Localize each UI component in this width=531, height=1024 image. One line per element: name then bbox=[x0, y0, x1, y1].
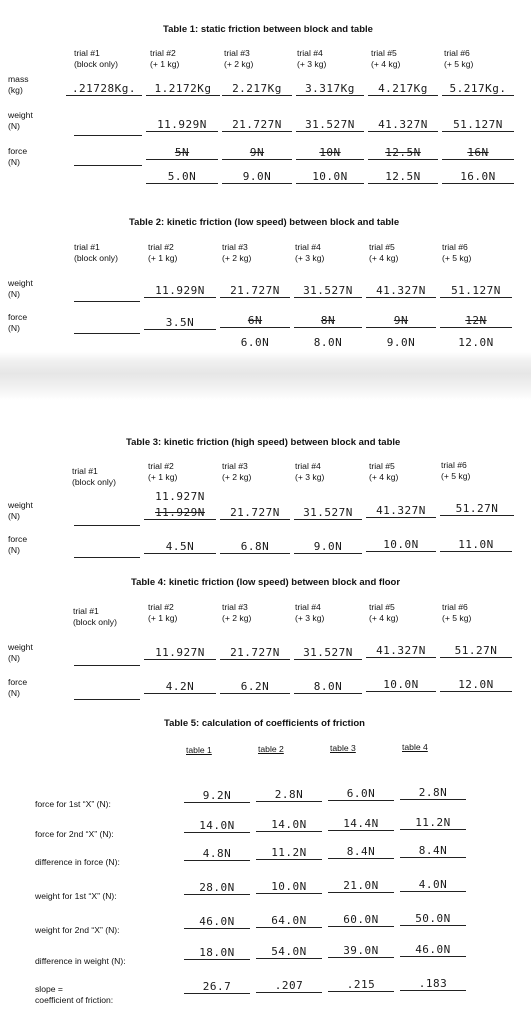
table3-force-cell: 9.0N bbox=[294, 540, 362, 554]
table3-header-trial4: trial #4 (+ 3 kg) bbox=[295, 461, 325, 482]
table4-weight-cell: 41.327N bbox=[366, 644, 436, 658]
table3-header-trial5: trial #5 (+ 4 kg) bbox=[369, 461, 399, 482]
table1-header-trial2: trial #2 (+ 1 kg) bbox=[150, 48, 180, 69]
table3-title: Table 3: kinetic friction (high speed) between block and table bbox=[126, 437, 401, 448]
table5-cell: 4.8N bbox=[184, 847, 250, 861]
table1-header-trial6: trial #6 (+ 5 kg) bbox=[444, 48, 474, 69]
table5-header-col1: table 1 bbox=[186, 745, 212, 755]
table5-cell: 60.0N bbox=[328, 913, 394, 927]
table2-force-cell: 8.0N bbox=[313, 336, 343, 349]
table3-header-trial3: trial #3 (+ 2 kg) bbox=[222, 461, 252, 482]
table3-force-cell: 11.0N bbox=[440, 538, 512, 552]
table1-force-cell: 10.0N bbox=[296, 170, 364, 184]
table4-weight-cell bbox=[74, 648, 140, 666]
table4-header-trial3: trial #3 (+ 2 kg) bbox=[222, 602, 252, 623]
table4-header-trial5: trial #5 (+ 4 kg) bbox=[369, 602, 399, 623]
table3-weight-cell: 51.27N bbox=[440, 502, 514, 516]
table4-header-trial1: trial #1 (block only) bbox=[73, 606, 117, 627]
table5-cell: 14.0N bbox=[256, 818, 322, 832]
table1-force-cell bbox=[74, 148, 142, 166]
table1-force-cell: 5.0N bbox=[146, 170, 218, 184]
table5-cell: 54.0N bbox=[256, 945, 322, 959]
table5-cell: 6.0N bbox=[328, 787, 394, 801]
table5-cell: 18.0N bbox=[184, 946, 250, 960]
table2-weight-cell bbox=[74, 284, 140, 302]
table4-force-cell: 10.0N bbox=[366, 678, 436, 692]
table1-header-trial4: trial #4 (+ 3 kg) bbox=[297, 48, 327, 69]
table1-title: Table 1: static friction between block and table bbox=[163, 24, 373, 35]
table1-weight-cell: 11.929N bbox=[146, 118, 218, 132]
table1-force-struck: 12.5N bbox=[368, 146, 438, 160]
table2-header-trial4: trial #4 (+ 3 kg) bbox=[295, 242, 325, 263]
table3-header-trial1: trial #1 (block only) bbox=[72, 466, 116, 487]
table1-force-cell: 16.0N bbox=[442, 170, 514, 184]
table5-cell: 9.2N bbox=[184, 789, 250, 803]
table2-force-cell: 3.5N bbox=[144, 316, 216, 330]
table2-force-struck: 8N bbox=[294, 314, 362, 328]
table5-cell: 8.4N bbox=[328, 845, 394, 859]
table2-force-label: force (N) bbox=[8, 312, 28, 333]
table5-cell: 2.8N bbox=[400, 786, 466, 800]
table1-weight-cell: 21.727N bbox=[222, 118, 292, 132]
table2-weight-cell: 41.327N bbox=[366, 284, 436, 298]
table2-weight-label: weight (N) bbox=[8, 278, 33, 299]
table2-header-trial1: trial #1 (block only) bbox=[74, 242, 118, 263]
table5-cell: 11.2N bbox=[400, 816, 466, 830]
table4-force-label: force (N) bbox=[8, 677, 28, 698]
table1-weight-cell: 31.527N bbox=[296, 118, 364, 132]
table1-weight-cell bbox=[74, 118, 142, 136]
table4-header-trial4: trial #4 (+ 3 kg) bbox=[295, 602, 325, 623]
table5-title: Table 5: calculation of coefficients of friction bbox=[164, 718, 365, 729]
table2-force-struck: 12N bbox=[440, 314, 512, 328]
table5-row-label: difference in force (N): bbox=[35, 857, 120, 867]
table3-force-cell: 6.8N bbox=[220, 540, 290, 554]
table4-weight-label: weight (N) bbox=[8, 642, 33, 663]
table5-cell: 8.4N bbox=[400, 844, 466, 858]
table4-weight-cell: 11.927N bbox=[144, 646, 216, 660]
table5-cell: 39.0N bbox=[328, 944, 394, 958]
table3-weight-label: weight (N) bbox=[8, 500, 33, 521]
table5-cell: 11.2N bbox=[256, 846, 322, 860]
table3-header-trial6: trial #6 (+ 5 kg) bbox=[441, 460, 471, 481]
table2-header-trial5: trial #5 (+ 4 kg) bbox=[369, 242, 399, 263]
table5-row-label: weight for 1st “X” (N): bbox=[35, 891, 117, 901]
table4-weight-cell: 31.527N bbox=[294, 646, 362, 660]
table4-weight-cell: 21.727N bbox=[220, 646, 290, 660]
table5-row-label: force for 1st “X” (N): bbox=[35, 799, 111, 809]
table1-force-struck: 5N bbox=[146, 146, 218, 160]
table5-header-col3: table 3 bbox=[330, 743, 356, 753]
table1-mass-cell: 2.217Kg bbox=[222, 82, 292, 96]
table1-mass-cell: 4.217Kg bbox=[368, 82, 438, 96]
table5-row-label: slope = coefficient of friction: bbox=[35, 984, 114, 1005]
table1-mass-cell: .21728Kg. bbox=[66, 82, 142, 96]
table4-force-cell: 4.2N bbox=[144, 680, 216, 694]
table4-header-trial2: trial #2 (+ 1 kg) bbox=[148, 602, 178, 623]
table1-header-trial3: trial #3 (+ 2 kg) bbox=[224, 48, 254, 69]
table1-force-struck: 16N bbox=[442, 146, 514, 160]
table2-title: Table 2: kinetic friction (low speed) between block and table bbox=[129, 217, 400, 228]
table1-force-label: force (N) bbox=[8, 146, 28, 167]
table4-force-cell: 6.2N bbox=[220, 680, 290, 694]
table3-weight-cell: 31.527N bbox=[294, 506, 362, 520]
table4-force-cell: 12.0N bbox=[440, 678, 512, 692]
table1-weight-label: weight (N) bbox=[8, 110, 33, 131]
table1-force-cell: 9.0N bbox=[222, 170, 292, 184]
table3-force-cell: 10.0N bbox=[366, 538, 436, 552]
table1-force-cell: 12.5N bbox=[368, 170, 438, 184]
table2-force-cell: 12.0N bbox=[458, 336, 494, 349]
table1-header-trial1: trial #1 (block only) bbox=[74, 48, 118, 69]
table5-row-label: force for 2nd “X” (N): bbox=[35, 829, 114, 839]
table5-cell: 2.8N bbox=[256, 788, 322, 802]
table2-weight-cell: 31.527N bbox=[294, 284, 362, 298]
table1-mass-label: mass (kg) bbox=[8, 74, 29, 95]
table5-row-label: weight for 2nd “X” (N): bbox=[35, 925, 120, 935]
table2-weight-cell: 21.727N bbox=[220, 284, 290, 298]
table2-header-trial2: trial #2 (+ 1 kg) bbox=[148, 242, 178, 263]
table5-cell: 50.0N bbox=[400, 912, 466, 926]
table2-weight-cell: 51.127N bbox=[440, 284, 512, 298]
table3-force-label: force (N) bbox=[8, 534, 28, 555]
table5-cell: 46.0N bbox=[400, 943, 466, 957]
table1-force-struck: 9N bbox=[222, 146, 292, 160]
table1-force-struck: 10N bbox=[296, 146, 364, 160]
table5-cell: 4.0N bbox=[400, 878, 466, 892]
table3-weight-cell: 41.327N bbox=[366, 504, 436, 518]
table5-cell: .183 bbox=[400, 977, 466, 991]
table2-force-cell bbox=[74, 316, 140, 334]
table1-header-trial5: trial #5 (+ 4 kg) bbox=[371, 48, 401, 69]
table4-force-cell: 8.0N bbox=[294, 680, 362, 694]
table1-weight-cell: 41.327N bbox=[368, 118, 438, 132]
table5-row-label: difference in weight (N): bbox=[35, 956, 126, 966]
table5-cell: 14.0N bbox=[184, 819, 250, 833]
table5-cell: 10.0N bbox=[256, 880, 322, 894]
table3-weight-cell bbox=[74, 508, 140, 526]
table1-mass-cell: 1.2172Kg bbox=[146, 82, 220, 96]
table5-header-col4: table 4 bbox=[402, 742, 428, 752]
table4-weight-cell: 51.27N bbox=[440, 644, 512, 658]
table1-mass-cell: 3.317Kg bbox=[296, 82, 364, 96]
table5-cell: 46.0N bbox=[184, 915, 250, 929]
table5-header-col2: table 2 bbox=[258, 744, 284, 754]
table2-weight-cell: 11.929N bbox=[144, 284, 216, 298]
table5-cell: 64.0N bbox=[256, 914, 322, 928]
table3-weight-struck: 11.929N bbox=[144, 506, 216, 520]
page-fold-shadow bbox=[0, 352, 531, 400]
table5-cell: .207 bbox=[256, 979, 322, 993]
table3-weight-cell: 21.727N bbox=[220, 506, 290, 520]
table5-cell: 26.7 bbox=[184, 980, 250, 994]
table2-force-cell: 9.0N bbox=[386, 336, 416, 349]
table4-force-cell bbox=[74, 682, 140, 700]
table3-force-cell: 4.5N bbox=[144, 540, 216, 554]
table3-force-cell bbox=[74, 540, 140, 558]
table4-header-trial6: trial #6 (+ 5 kg) bbox=[442, 602, 472, 623]
table4-title: Table 4: kinetic friction (low speed) between block and floor bbox=[131, 577, 401, 588]
table3-weight-above: 11.927N bbox=[155, 490, 205, 503]
table2-force-struck: 6N bbox=[220, 314, 290, 328]
table5-cell: 21.0N bbox=[328, 879, 394, 893]
table1-weight-cell: 51.127N bbox=[442, 118, 514, 132]
table2-header-trial6: trial #6 (+ 5 kg) bbox=[442, 242, 472, 263]
table3-header-trial2: trial #2 (+ 1 kg) bbox=[148, 461, 178, 482]
table2-header-trial3: trial #3 (+ 2 kg) bbox=[222, 242, 252, 263]
table5-cell: 28.0N bbox=[184, 881, 250, 895]
table1-mass-cell: 5.217Kg. bbox=[442, 82, 514, 96]
table5-cell: .215 bbox=[328, 978, 394, 992]
table2-force-struck: 9N bbox=[366, 314, 436, 328]
table2-force-cell: 6.0N bbox=[240, 336, 270, 349]
table5-cell: 14.4N bbox=[328, 817, 394, 831]
